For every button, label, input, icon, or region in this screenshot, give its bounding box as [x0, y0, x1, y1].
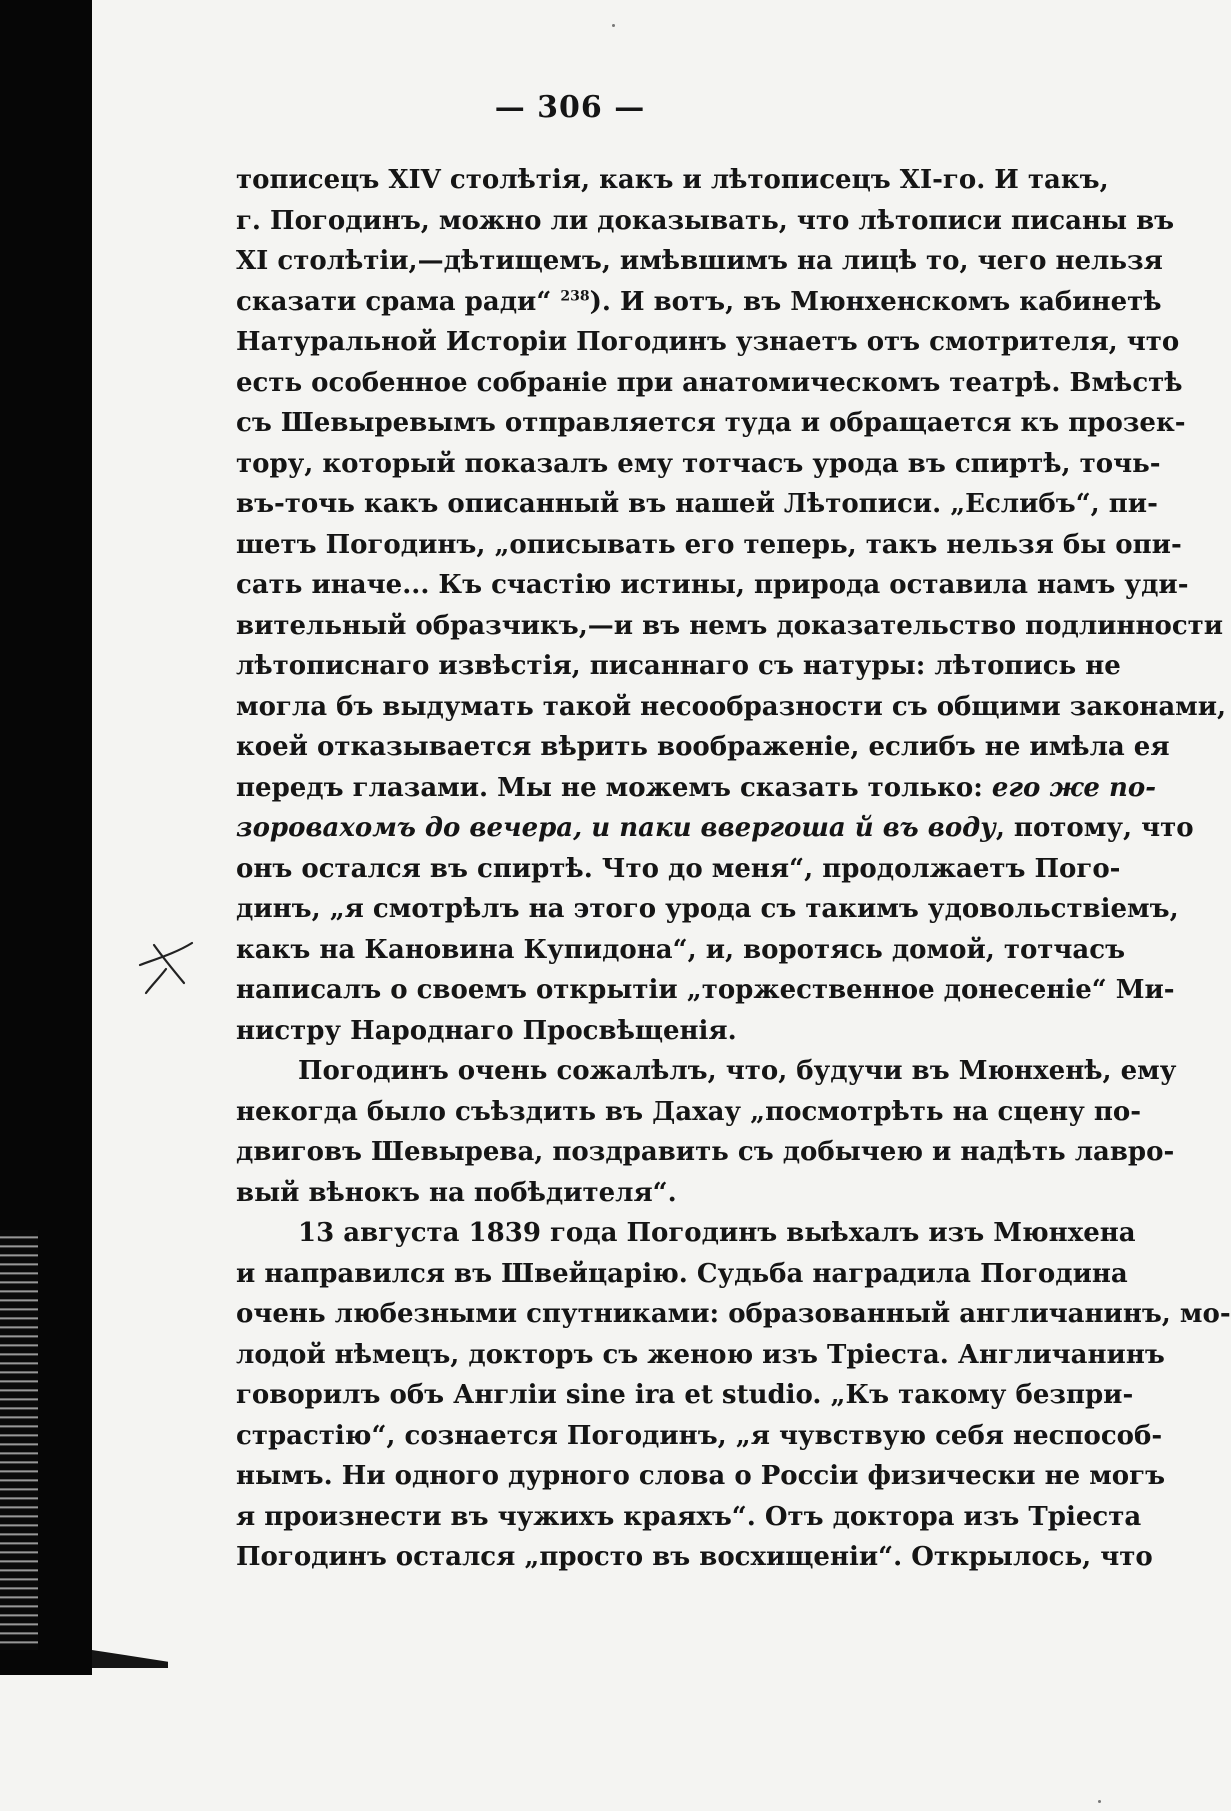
scan-edge-noise — [0, 1230, 38, 1650]
italic-quote: его же по- — [991, 772, 1157, 803]
text-line: какъ на Кановина Купидона“, и, воротясь домой, тотчасъ — [236, 934, 1126, 965]
text-line: динъ, „я смотрѣлъ на этого урода съ такимъ удовольствіемъ, — [236, 894, 1179, 924]
text-line: вительный образчикъ,—и въ немъ доказательство подлинности — [236, 610, 1224, 641]
text-line: Натуральной Исторіи Погодинъ узнаетъ отъ смотрителя, что — [236, 327, 1180, 357]
page-number: — 306 — — [494, 90, 646, 125]
text-line: лѣтописнаго извѣстія, писаннаго съ натуры: лѣтопись не — [236, 651, 1121, 681]
text-line: некогда было съѣздить въ Дахау „посмотрѣть на сцену по- — [236, 1096, 1141, 1127]
scan-speck — [612, 24, 615, 27]
scan-speck — [1098, 1800, 1101, 1803]
text-line: говорилъ объ Англіи sine ira et studio. „Къ такому безпри- — [236, 1380, 1134, 1410]
text-line: шетъ Погодинъ, „описывать его теперь, такъ нельзя бы опи- — [236, 529, 1182, 560]
text-line: сать иначе... Къ счастію истины, природа оставила намъ уди- — [236, 570, 1189, 600]
text-line: съ Шевыревымъ отправляется туда и обращается къ прозек- — [236, 408, 1186, 438]
cross-mark-icon — [136, 935, 196, 995]
text-line: двиговъ Шевырева, поздравить съ добычею и надѣть лавро- — [236, 1137, 1175, 1167]
body-text — [236, 160, 1231, 1578]
text-line: XI столѣтіи,—дѣтищемъ, имѣвшимъ на лицѣ то, чего нельзя — [236, 246, 1163, 276]
text-line: есть особенное собраніе при анатомическомъ театрѣ. Вмѣстѣ — [236, 367, 1183, 398]
text-line: написалъ о своемъ открытіи „торжественное донесеніе“ Ми- — [236, 975, 1175, 1005]
paragraph-start: 13 августа 1839 года Погодинъ выѣхалъ изъ Мюнхена — [298, 1218, 1136, 1248]
scan-edge-shadow-tail — [92, 1650, 168, 1668]
text-line: лодой нѣмецъ, докторъ съ женою изъ Тріеста. Англичанинъ — [236, 1339, 1165, 1370]
text-line: Погодинъ остался „просто въ восхищеніи“. Открылось, что — [236, 1542, 1153, 1572]
text-line: зоровахомъ до вечера, и паки ввергоша й въ воду, потому, что — [236, 813, 1194, 843]
text-line: могла бъ выдумать такой несообразности съ общими законами, — [236, 691, 1227, 722]
text-line: я произнести въ чужихъ краяхъ“. Отъ доктора изъ Тріеста — [236, 1501, 1142, 1532]
text-line: страстію“, сознается Погодинъ, „я чувствую себя неспособ- — [236, 1420, 1163, 1451]
text-line: сказати срама ради“ $^{238}$). И вотъ, въ Мюнхенскомъ кабинетѣ — [236, 286, 1162, 317]
footnote-ref: 238 — [560, 287, 590, 304]
text-line: и направился въ Швейцарію. Судьба наградила Погодина — [236, 1258, 1128, 1289]
text-line: передъ глазами. Мы не можемъ сказать только: его же по- — [236, 772, 1157, 803]
text-line: нымъ. Ни одного дурного слова о Россіи физически не могъ — [236, 1461, 1166, 1491]
text-line: тописецъ XIV столѣтія, какъ и лѣтописецъ XI-го. И такъ, — [236, 165, 1109, 195]
paragraph-start: Погодинъ очень сожалѣлъ, что, будучи въ Мюнхенѣ, ему — [298, 1056, 1177, 1086]
text-line: нистру Народнаго Просвѣщенія. — [236, 1015, 737, 1046]
text-line: онъ остался въ спиртѣ. Что до меня“, продолжаетъ Пого- — [236, 853, 1121, 884]
text-line: вый вѣнокъ на побѣдителя“. — [236, 1177, 677, 1208]
text-line: коей отказывается вѣрить воображеніе, еслибъ не имѣла ея — [236, 732, 1170, 762]
text-line: г. Погодинъ, можно ли доказывать, что лѣтописи писаны въ — [236, 205, 1175, 236]
text-line: очень любезными спутниками: образованный англичанинъ, мо- — [236, 1299, 1231, 1329]
italic-quote: и паки ввергоша й въ воду — [591, 813, 996, 843]
text-line: тору, который показалъ ему тотчасъ урода въ спиртѣ, точь- — [236, 448, 1161, 479]
text-line: въ-точь какъ описанный въ нашей Лѣтописи. „Еслибъ“, пи- — [236, 489, 1158, 519]
